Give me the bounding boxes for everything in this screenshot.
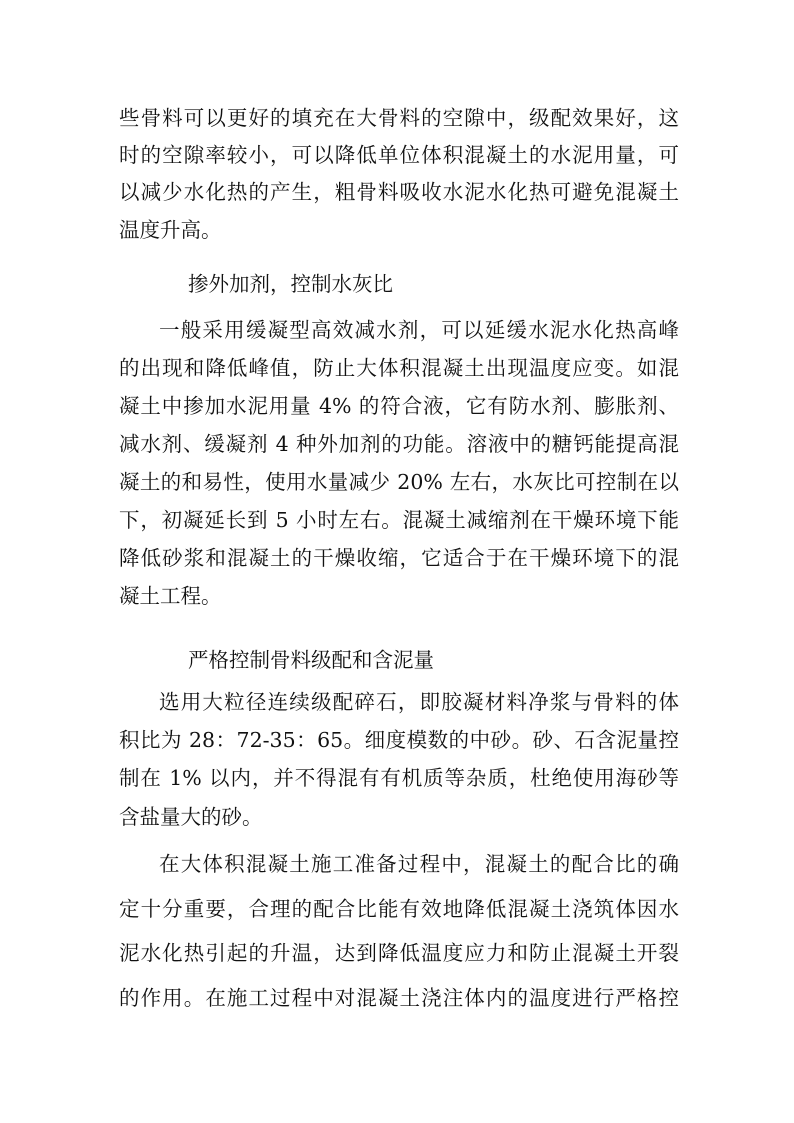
paragraph-2-line-1: 一般采用缓凝型高效减水剂，可以延缓水泥水化热高峰	[159, 318, 679, 342]
paragraph-4-line-3: 泥水化热引起的升温，达到降低温度应力和防止混凝土开裂	[119, 941, 679, 965]
paragraph-4-line-4: 的作用。在施工过程中对混凝土浇注体内的温度进行严格控	[119, 986, 679, 1010]
paragraph-1-line-1: 些骨料可以更好的填充在大骨料的空隙中，级配效果好，这	[119, 106, 679, 130]
paragraph-2-line-2: 的出现和降低峰值，防止大体积混凝土出现温度应变。如混	[119, 356, 679, 380]
paragraph-3-line-4: 含盐量大的砂。	[119, 805, 263, 829]
paragraph-2-line-4: 减水剂、缓凝剂 4 种外加剂的功能。溶液中的糖钙能提高混	[119, 432, 679, 456]
section-heading-aggregate: 严格控制骨料级配和含泥量	[188, 648, 434, 672]
paragraph-2-line-6: 下，初凝延长到 5 小时左右。混凝土减缩剂在干燥环境下能	[119, 508, 679, 532]
paragraph-3-line-3: 制在 1% 以内，并不得混有有机质等杂质，杜绝使用海砂等	[119, 766, 679, 790]
paragraph-1-line-3: 以减少水化热的产生，粗骨料吸收水泥水化热可避免混凝土	[119, 180, 679, 204]
paragraph-2-line-7: 降低砂浆和混凝土的干燥收缩，它适合于在干燥环境下的混	[119, 546, 679, 570]
paragraph-4-line-2: 定十分重要，合理的配合比能有效地降低混凝土浇筑体因水	[119, 897, 679, 921]
paragraph-2-line-8: 凝土工程。	[119, 584, 222, 608]
paragraph-2-line-3: 凝土中掺加水泥用量 4% 的符合液，它有防水剂、膨胀剂、	[119, 394, 679, 418]
paragraph-3-line-1: 选用大粒径连续级配碎石，即胶凝材料净浆与骨料的体	[159, 690, 679, 714]
paragraph-3-line-2: 积比为 28：72-35：65。细度模数的中砂。砂、石含泥量控	[119, 728, 679, 752]
section-heading-admixture: 掺外加剂，控制水灰比	[188, 272, 393, 296]
paragraph-2-line-5: 凝土的和易性，使用水量减少 20% 左右，水灰比可控制在以	[119, 470, 679, 494]
paragraph-1-line-2: 时的空隙率较小，可以降低单位体积混凝土的水泥用量，可	[119, 143, 679, 167]
paragraph-4-line-1: 在大体积混凝土施工准备过程中，混凝土的配合比的确	[159, 852, 679, 876]
paragraph-1-line-4: 温度升高。	[119, 218, 222, 242]
